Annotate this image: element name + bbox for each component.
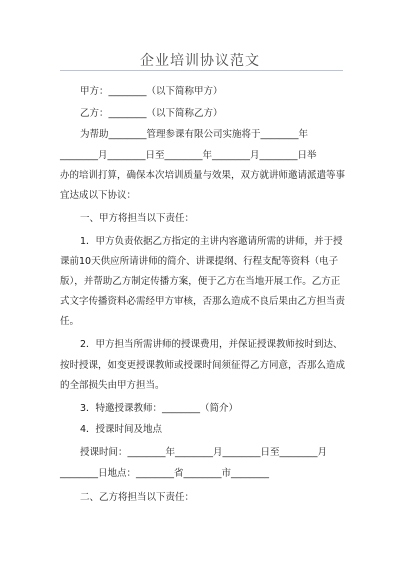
item-2-line-3: 的全部损失由甲方担当。 (60, 380, 165, 391)
intro-line-4: 宜达成以下协议： (60, 190, 137, 201)
title-underline (60, 70, 343, 71)
intro-line-3: 办的培训打算，确保本次培训质量与效果，双方就讲师邀请派遣等事 (60, 170, 346, 181)
party-a-line: 甲方：________（以下简称甲方） (80, 86, 223, 97)
item-1-line-4: 式文字传播资料必需经甲方审核，否那么造成不良后果由乙方担当责 (60, 296, 346, 307)
intro-line-1: 为帮助________管理参课有限公司实施将于________年 (80, 129, 309, 140)
item-1-line-2: 课前10天供应所请讲师的简介、讲课提纲、行程支配等资料（电子 (60, 256, 339, 267)
party-b-line: 乙方：________（以下简称乙方） (80, 108, 223, 119)
item-1-line-1: 1．甲方负责依据乙方指定的主讲内容邀请所需的讲师，并于授 (80, 236, 343, 247)
time-line-2: ________日地点：________省________市________ (60, 468, 270, 479)
document-title: 企业培训协议范文 (140, 53, 260, 69)
item-2-line-1: 2．甲方担当所需讲师的授课费用，并保证授课教师按时到达、 (80, 339, 343, 350)
item-1-line-5: 任。 (60, 316, 80, 327)
section-1-heading: 一、甲方将担当以下责任： (80, 213, 195, 224)
item-2-line-2: 按时授课，如变更授课教师或授课时间须征得乙方同意，否那么造成 (60, 360, 346, 371)
time-line-1: 授课时间：________年________月________日至________月 (80, 447, 328, 458)
item-1-line-3: 版），并帮助乙方制定传播方案，便于乙方在当地开展工作。乙方正 (60, 276, 341, 287)
item-3-line: 3．特邀授课教师：________（简介） (80, 403, 239, 414)
item-4-line: 4．授课时间及地点 (80, 424, 163, 435)
intro-line-2: ________月________日至________年________月________日举 (60, 150, 317, 161)
section-2-heading: 二、乙方将担当以下责任： (80, 492, 195, 503)
